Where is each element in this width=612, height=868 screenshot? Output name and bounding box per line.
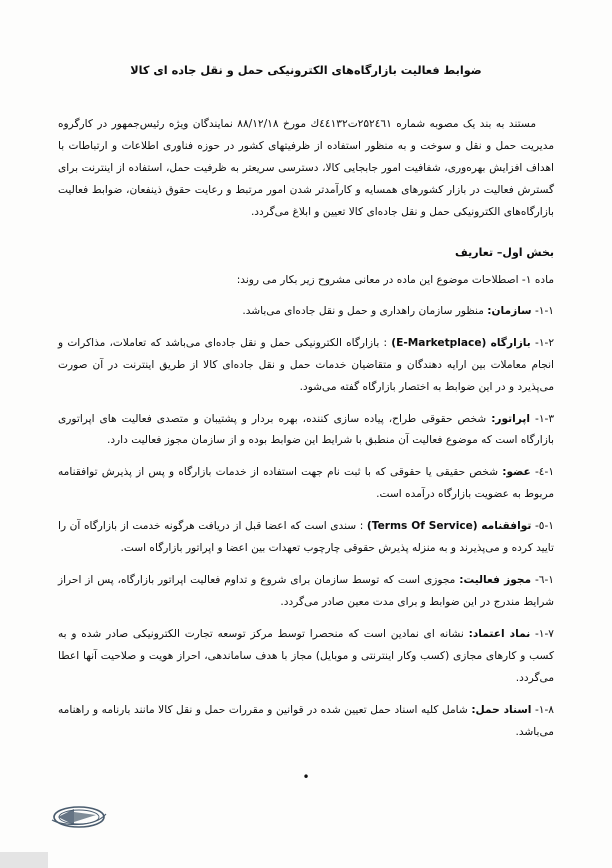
clause-term: مجوز فعالیت: [459,574,532,587]
clause-1-8 [58,700,554,744]
clause-number: ۱-۱- [534,304,554,317]
clause-number: ۱-۳- [534,412,555,425]
clause-number: ۱-٦- [534,574,554,587]
page-footer-mark: • [302,769,310,784]
clause-term: نماد اعتماد: [468,627,531,640]
clause-1-1 [58,301,554,323]
clause-text: شامل کلیه اسناد حمل تعیین شده در قوانین و مقررات حمل و نقل کالا مانند بارنامه و راهنامه می‌باشد. [58,703,554,738]
article-lead: ماده ۱- اصطلاحات موضوع این ماده در معانی مشروح زیر بکار می روند: [236,273,554,286]
clause-term: عضو: [502,466,531,479]
document-body [58,62,554,784]
clause-text: منظور سازمان راهداری و حمل و نقل جاده‌ای می‌باشد. [242,304,484,317]
clause-1-3 [58,409,554,453]
clause-latin-term: (Terms Of Service) [366,520,478,533]
clause-term: بازارگاه [490,336,531,349]
clause-number: ۱-٥- [534,520,554,533]
page-title: ضوابط فعالیت بازارگاه‌های الکترونیکی حمل و نقل جاده ای کالا [130,64,482,77]
clause-term: توافقنامه [481,520,532,533]
clause-term: اسناد حمل: [471,703,532,716]
clause-text: نشانه ای نمادین است که منحصرا توسط مرکز توسعه تجارت الکترونیکی صادر شده و به کسب و کارهای مجازی (کسب وکار اینترنتی و موبایل) مجاز با هدف ساماندهی، احراز هویت و صلاحیت آنها اعطا می‌گردد. [58,627,554,684]
clause-1-5 [58,516,554,560]
clause-number: ۱-۷- [534,627,554,640]
clause-text: شخص حقوقی طراح، پیاده سازی کننده، بهره بردار و پشتیبان و متصدی فعالیت های اپراتوری بازارگاه است که موضوع فعالیت آن منطبق با شرایط این ضوابط بوده و از سازمان مجوز فعالیت دارد. [58,412,554,447]
page-edge-artifact [0,852,48,868]
stamp-icon [44,800,114,834]
clause-latin-term: (E-Marketplace) [391,336,487,349]
clause-number: ۱-۲- [534,336,555,349]
clause-text: شخص حقیقی یا حقوقی که با ثبت نام جهت استفاده از خدمات بازارگاه و پس از پذیرش توافقنامه مربوط به عضویت بازارگاه درآمده است. [58,466,554,501]
clause-1-7 [58,624,554,690]
clause-number: ۱-۸- [534,703,554,716]
clause-text: مجوزی است که توسط سازمان برای شروع و تداوم فعالیت اپراتور بازارگاه، پس از احراز شرایط مندرج در این ضوابط و برای مدت معین صادر می‌گردد. [58,574,554,608]
clause-1-4 [58,462,554,506]
clause-text: : بازارگاه الکترونیکی حمل و نقل جاده‌ای می‌باشد که تعاملات، مذاکرات و انجام معاملات بین ارایه دهندگان و متقاضیان خدمات حمل و نقل جاده‌ای کالا از طریق اینترنت در آن صورت می‌پذیرد و در این ضوابط به اختصار بازارگاه گفته می‌شود. [58,336,554,393]
clause-number: ۱-٤- [534,466,555,479]
clause-1-6 [58,570,554,614]
clause-1-2 [58,333,554,399]
clause-text: : سندی است که اعضا قبل از دریافت هرگونه خدمت از بازارگاه آن را تایید کرده و می‌پذیرند و به منزله پذیرش حقوقی چارچوب تعهدات بین اعضا و اپراتور بازارگاه است. [58,520,554,555]
intro-paragraph: مستند به بند یک مصوبه شماره ۲۵۲٤٦۱ت٤٤۱۳۲ك مورخ ۸۸/۱۲/۱۸ نمایندگان ویژه رئیس‌جمهور در کارگروه مدیریت حمل و نقل و سوخت و به منظور استفاده از ظرفیتهای کشور در حوزه فناوری اطلاعات و ارتباطات با اهداف افزایش بهره‌وری، شفافیت امور جابجایی کالا، دسترسی سریعتر به ظرفیت حمل، استفاده از اینترنت برای گسترش فعالیت در بازار کشورهای همسایه و کارآمدتر شدن امور مرتبط و رعایت حقوق ذینفعان، ضوابط فعالیت بازارگاه‌های الکترونیکی حمل و نقل جاده‌ای کالا تعیین و ابلاغ می‌گردد. [58,118,554,218]
section-heading: بخش اول– تعاریف [455,245,554,259]
clause-term: سازمان: [487,304,532,317]
clause-term: اپراتور: [491,412,530,425]
